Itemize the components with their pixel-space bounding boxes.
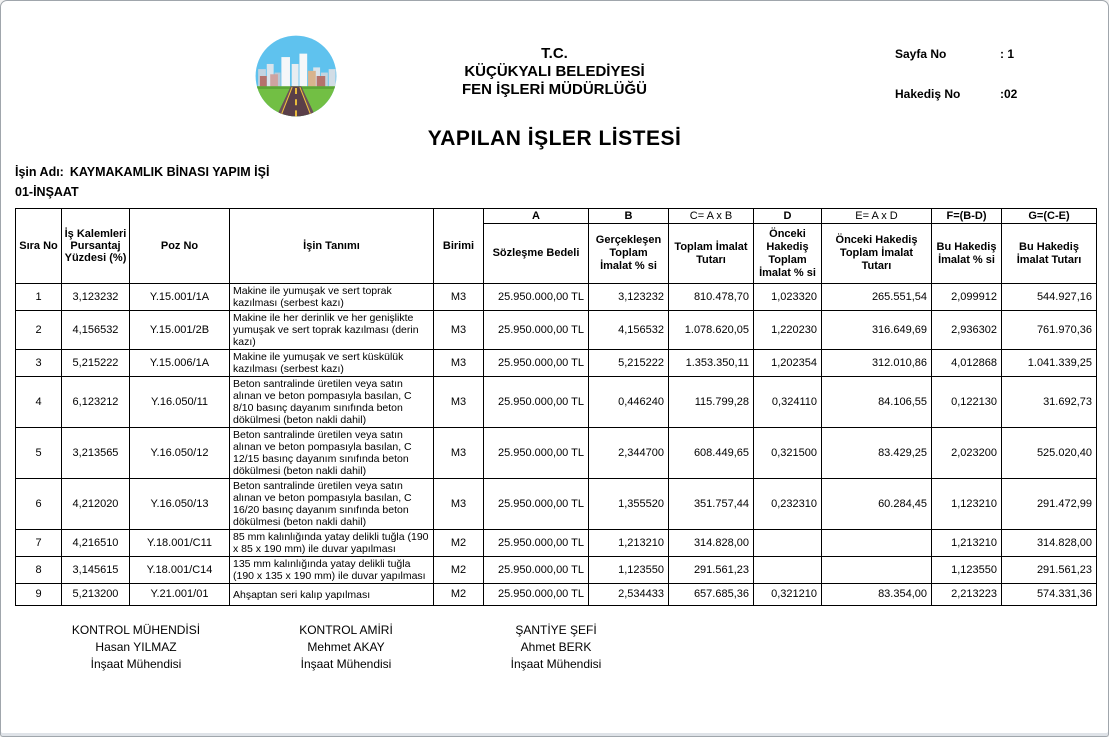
signature-title: KONTROL AMİRİ [299,623,393,637]
cell-f: 0,122130 [932,377,1002,428]
cell-tanim: Makine ile her derinlik ve her genişlikte yumuşak ve sert toprak kazılması (derin kazı) [230,311,434,350]
col-header-e: Önceki Hakediş Toplam İmalat Tutarı [822,224,932,284]
table-row [16,350,1097,377]
cell-birim: M2 [434,584,484,606]
cell-a: 25.950.000,00 TL [484,530,589,557]
cell-d [754,530,822,557]
cell-birim: M2 [434,557,484,584]
cell-tanim: Beton santralinde üretilen veya satın alınan ve beton pompasıyla basılan, C 8/10 basınç dayanım sınıfında beton dökülmesi (beton nakli dahil) [230,377,434,428]
cell-f: 2,023200 [932,428,1002,479]
cell-sira: 8 [16,557,62,584]
work-name-label: İşin Adı: [15,165,64,179]
cell-sira: 9 [16,584,62,606]
cell-c: 810.478,70 [669,284,754,311]
cell-birim: M3 [434,350,484,377]
table-row [16,557,1097,584]
cell-g: 1.041.339,25 [1002,350,1097,377]
cell-tanim: 135 mm kalınlığında yatay delikli tuğla (190 x 135 x 190 mm) ile duvar yapılması [230,557,434,584]
signature-name: Ahmet BERK [520,640,592,654]
cell-c: 1.078.620,05 [669,311,754,350]
cell-g: 761.970,36 [1002,311,1097,350]
cell-b: 4,156532 [589,311,669,350]
section-label: 01-İNŞAAT [15,185,79,199]
org-line-directorate: FEN İŞLERİ MÜDÜRLÜĞÜ [462,81,647,98]
cell-g: 544.927,16 [1002,284,1097,311]
cell-b: 1,355520 [589,479,669,530]
cell-f: 4,012868 [932,350,1002,377]
cell-sira: 1 [16,284,62,311]
report-header [1,1,1108,119]
signature-title: ŞANTİYE ŞEFİ [515,623,597,637]
cell-a: 25.950.000,00 TL [484,479,589,530]
cell-pursantaj: 4,212020 [62,479,130,530]
cell-poz: Y.16.050/12 [130,428,230,479]
formula-b: B [589,209,669,224]
cell-f: 2,936302 [932,311,1002,350]
table-row [16,311,1097,350]
table-row [16,377,1097,428]
cell-f: 2,099912 [932,284,1002,311]
formula-e: E= A x D [822,209,932,224]
cell-b: 1,123550 [589,557,669,584]
signature-santiye-sefi [451,622,661,673]
cell-f: 1,123550 [932,557,1002,584]
cell-d: 0,321500 [754,428,822,479]
cell-d: 1,023320 [754,284,822,311]
formula-d: D [754,209,822,224]
cell-birim: M3 [434,377,484,428]
col-header-f: Bu Hakediş İmalat % si [932,224,1002,284]
cell-tanim: Beton santralinde üretilen veya satın alınan ve beton pompasıyla basılan, C 16/20 basınç dayanım sınıfında beton dökülmesi (beton nakli dahil) [230,479,434,530]
cell-pursantaj: 6,123212 [62,377,130,428]
cell-tanim: Makine ile yumuşak ve sert toprak kazılması (serbest kazı) [230,284,434,311]
cell-e: 265.551,54 [822,284,932,311]
cell-d: 1,202354 [754,350,822,377]
cell-e: 316.649,69 [822,311,932,350]
cell-e: 312.010,86 [822,350,932,377]
cell-sira: 7 [16,530,62,557]
cell-birim: M3 [434,428,484,479]
cell-pursantaj: 3,145615 [62,557,130,584]
cell-tanim: 85 mm kalınlığında yatay delikli tuğla (190 x 85 x 190 mm) ile duvar yapılması [230,530,434,557]
signature-role: İnşaat Mühendisi [90,657,182,671]
signature-name: Hasan YILMAZ [95,640,177,654]
signature-kontrol-muhendisi [31,622,241,673]
cell-d [754,557,822,584]
cell-poz: Y.15.006/1A [130,350,230,377]
table-row [16,428,1097,479]
work-name-value: KAYMAKAMLIK BİNASI YAPIM İŞİ [69,165,270,179]
signature-role: İnşaat Mühendisi [510,657,602,671]
cell-e: 83.429,25 [822,428,932,479]
cell-c: 351.757,44 [669,479,754,530]
cell-e [822,557,932,584]
work-name-line [15,165,1108,179]
cell-tanim: Makine ile yumuşak ve sert küskülük kazılması (serbest kazı) [230,350,434,377]
table-row [16,584,1097,606]
cell-poz: Y.16.050/13 [130,479,230,530]
page-no-label: Sayfa No [895,47,947,61]
org-line-municipality: KÜÇÜKYALI BELEDİYESİ [464,63,645,80]
works-table [15,208,1097,606]
cell-g: 314.828,00 [1002,530,1097,557]
cell-b: 3,123232 [589,284,669,311]
cell-d: 0,324110 [754,377,822,428]
cell-c: 291.561,23 [669,557,754,584]
cell-sira: 4 [16,377,62,428]
cell-poz: Y.18.001/C11 [130,530,230,557]
cell-a: 25.950.000,00 TL [484,377,589,428]
cell-c: 657.685,36 [669,584,754,606]
cell-pursantaj: 4,216510 [62,530,130,557]
cell-pursantaj: 3,213565 [62,428,130,479]
cell-b: 2,344700 [589,428,669,479]
cell-sira: 6 [16,479,62,530]
cell-tanim: Ahşaptan seri kalıp yapılması [230,584,434,606]
signature-title: KONTROL MÜHENDİSİ [71,623,201,637]
cell-a: 25.950.000,00 TL [484,350,589,377]
col-header-a: Sözleşme Bedeli [484,224,589,284]
report-title: YAPILAN İŞLER LİSTESİ [427,127,682,150]
table-row [16,284,1097,311]
page-no-value: : 1 [1000,47,1015,61]
cell-b: 0,446240 [589,377,669,428]
cell-c: 115.799,28 [669,377,754,428]
table-row [16,530,1097,557]
cell-e [822,530,932,557]
cell-poz: Y.15.001/1A [130,284,230,311]
cell-b: 1,213210 [589,530,669,557]
cell-g: 291.472,99 [1002,479,1097,530]
cell-tanim: Beton santralinde üretilen veya satın alınan ve beton pompasıyla basılan, C 12/15 basınç dayanım sınıfında beton dökülmesi (beton nakli dahil) [230,428,434,479]
cell-e: 83.354,00 [822,584,932,606]
org-line-tc: T.C. [541,45,568,62]
cell-e: 84.106,55 [822,377,932,428]
col-header-birim: Birimi [434,209,484,284]
col-header-sira: Sıra No [16,209,62,284]
cell-poz: Y.21.001/01 [130,584,230,606]
cell-a: 25.950.000,00 TL [484,428,589,479]
cell-pursantaj: 4,156532 [62,311,130,350]
cell-f: 1,213210 [932,530,1002,557]
cell-d: 1,220230 [754,311,822,350]
col-header-tanim: İşin Tanımı [230,209,434,284]
cell-c: 1.353.350,11 [669,350,754,377]
cell-sira: 5 [16,428,62,479]
cell-d: 0,232310 [754,479,822,530]
cell-birim: M3 [434,311,484,350]
cell-birim: M3 [434,284,484,311]
cell-e: 60.284,45 [822,479,932,530]
col-header-g: Bu Hakediş İmalat Tutarı [1002,224,1097,284]
page-meta [895,47,1080,127]
cell-a: 25.950.000,00 TL [484,284,589,311]
signature-role: İnşaat Mühendisi [300,657,392,671]
cell-f: 2,213223 [932,584,1002,606]
cell-g: 291.561,23 [1002,557,1097,584]
hakedis-no-value: :02 [1000,87,1018,101]
col-header-c: Toplam İmalat Tutarı [669,224,754,284]
cell-a: 25.950.000,00 TL [484,557,589,584]
signature-name: Mehmet AKAY [307,640,385,654]
signature-kontrol-amiri [241,622,451,673]
cell-g: 31.692,73 [1002,377,1097,428]
col-header-b: Gerçekleşen Toplam İmalat % si [589,224,669,284]
cell-poz: Y.16.050/11 [130,377,230,428]
cell-a: 25.950.000,00 TL [484,584,589,606]
formula-g: G=(C-E) [1002,209,1097,224]
cell-d: 0,321210 [754,584,822,606]
cell-birim: M3 [434,479,484,530]
cell-birim: M2 [434,530,484,557]
cell-b: 5,215222 [589,350,669,377]
cell-g: 574.331,36 [1002,584,1097,606]
table-row [16,479,1097,530]
cell-pursantaj: 5,215222 [62,350,130,377]
cell-sira: 3 [16,350,62,377]
cell-f: 1,123210 [932,479,1002,530]
formula-header-row [16,209,1097,224]
hakedis-no-label: Hakediş No [895,87,961,101]
col-header-poz: Poz No [130,209,230,284]
formula-f: F=(B-D) [932,209,1002,224]
cell-g: 525.020,40 [1002,428,1097,479]
cell-c: 314.828,00 [669,530,754,557]
col-header-pursantaj: İş Kalemleri Pursantaj Yüzdesi (%) [62,209,130,284]
formula-a: A [484,209,589,224]
cell-pursantaj: 3,123232 [62,284,130,311]
cell-poz: Y.15.001/2B [130,311,230,350]
cell-a: 25.950.000,00 TL [484,311,589,350]
signature-block [31,622,1108,673]
formula-c: C= A x B [669,209,754,224]
cell-pursantaj: 5,213200 [62,584,130,606]
cell-b: 2,534433 [589,584,669,606]
col-header-d: Önceki Hakediş Toplam İmalat % si [754,224,822,284]
cell-sira: 2 [16,311,62,350]
cell-c: 608.449,65 [669,428,754,479]
cell-poz: Y.18.001/C14 [130,557,230,584]
